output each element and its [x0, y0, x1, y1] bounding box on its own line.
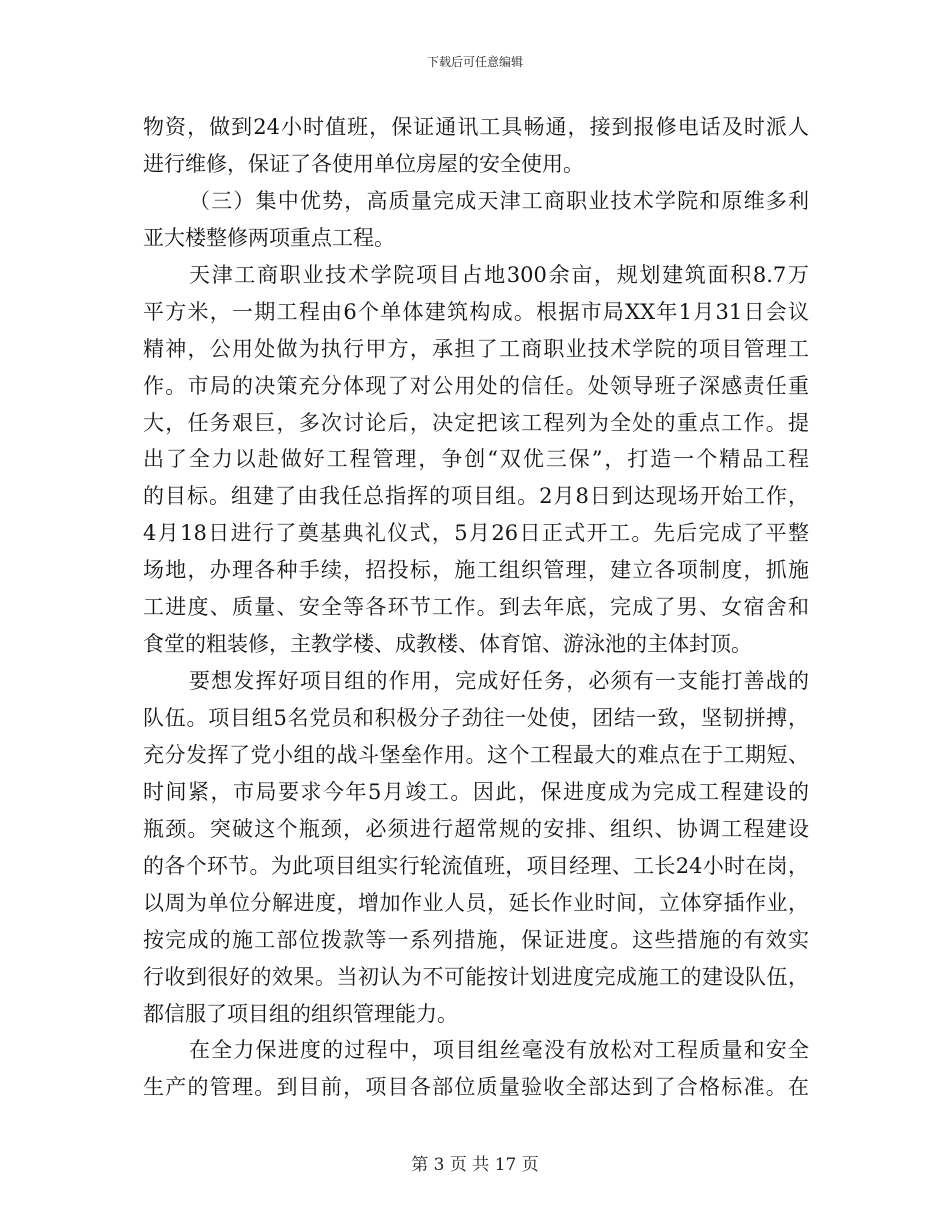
text-line: 工进度、质量、安全等各环节工作。到去年底，完成了男、女宿舍和: [143, 595, 809, 620]
text-line: 天津工商职业技术学院项目占地300余亩，规划建筑面积8.7万: [189, 262, 809, 287]
text-line: 要想发挥好项目组的作用，完成好任务，必须有一支能打善战的: [189, 669, 809, 694]
page-number-footer: 第 3 页 共 17 页: [411, 1155, 539, 1175]
text-line: 平方米，一期工程由6个单体建筑构成。根据市局XX年1月31日会议: [143, 299, 809, 324]
text-line: 的目标。组建了由我任总指挥的项目组。2月8日到达现场开始工作，: [143, 484, 809, 509]
paragraph: [143, 257, 809, 663]
section-heading-line: 亚大楼整修两项重点工程。: [143, 225, 395, 250]
text-line: 都信服了项目组的组织管理能力。: [143, 1001, 458, 1026]
section-heading-line: （三）集中优势，高质量完成天津工商职业技术学院和原维多利: [189, 188, 809, 213]
text-line: 大，任务艰巨，多次讨论后，决定把该工程列为全处的重点工作。提: [143, 410, 809, 435]
paragraph: [143, 1032, 809, 1106]
text-line: 时间紧，市局要求今年5月竣工。因此，保进度成为完成工程建设的: [143, 779, 809, 804]
text-line: 4月18日进行了奠基典礼仪式，5月26日正式开工。先后完成了平整: [143, 521, 809, 546]
text-line: 队伍。项目组5名党员和积极分子劲往一处使，团结一致，坚韧拼搏，: [143, 706, 809, 730]
text-line: 场地，办理各种手续，招投标，施工组织管理，建立各项制度，抓施: [143, 558, 809, 583]
text-line: 作。市局的决策充分体现了对公用处的信任。处领导班子深感责任重: [143, 373, 809, 398]
page-header: 下载后可任意编辑: [426, 55, 523, 69]
text-line: 食堂的粗装修，主教学楼、成教楼、体育馆、游泳池的主体封顶。: [143, 632, 752, 657]
paragraph: [143, 663, 809, 1032]
paragraph: [143, 183, 809, 257]
text-line: 精神，公用处做为执行甲方，承担了工商职业技术学院的项目管理工: [143, 336, 809, 361]
text-line: 的各个环节。为此项目组实行轮流值班，项目经理、工长24小时在岗，: [143, 853, 809, 878]
document-body: [143, 109, 809, 1106]
text-line: 按完成的施工部位拨款等一系列措施，保证进度。这些措施的有效实: [143, 927, 809, 952]
text-line: 在全力保进度的过程中，项目组丝毫没有放松对工程质量和安全: [189, 1038, 809, 1063]
paragraph: [143, 109, 809, 183]
text-line: 出了全力以赴做好工程管理，争创“双优三保”，打造一个精品工程: [143, 447, 809, 472]
text-line: 行收到很好的效果。当初认为不可能按计划进度完成施工的建设队伍，: [143, 964, 809, 989]
text-line: 物资，做到24小时值班，保证通讯工具畅通，接到报修电话及时派人: [143, 115, 809, 139]
text-line: 充分发挥了党小组的战斗堡垒作用。这个工程最大的难点在于工期短、: [143, 742, 809, 767]
text-line: 生产的管理。到目前，项目各部位质量验收全部达到了合格标准。在: [143, 1075, 809, 1100]
text-line: 以周为单位分解进度，增加作业人员，延长作业时间，立体穿插作业，: [143, 890, 809, 915]
text-line: 瓶颈。突破这个瓶颈，必须进行超常规的安排、组织、协调工程建设: [143, 816, 809, 841]
text-line: 进行维修，保证了各使用单位房屋的安全使用。: [143, 151, 584, 176]
